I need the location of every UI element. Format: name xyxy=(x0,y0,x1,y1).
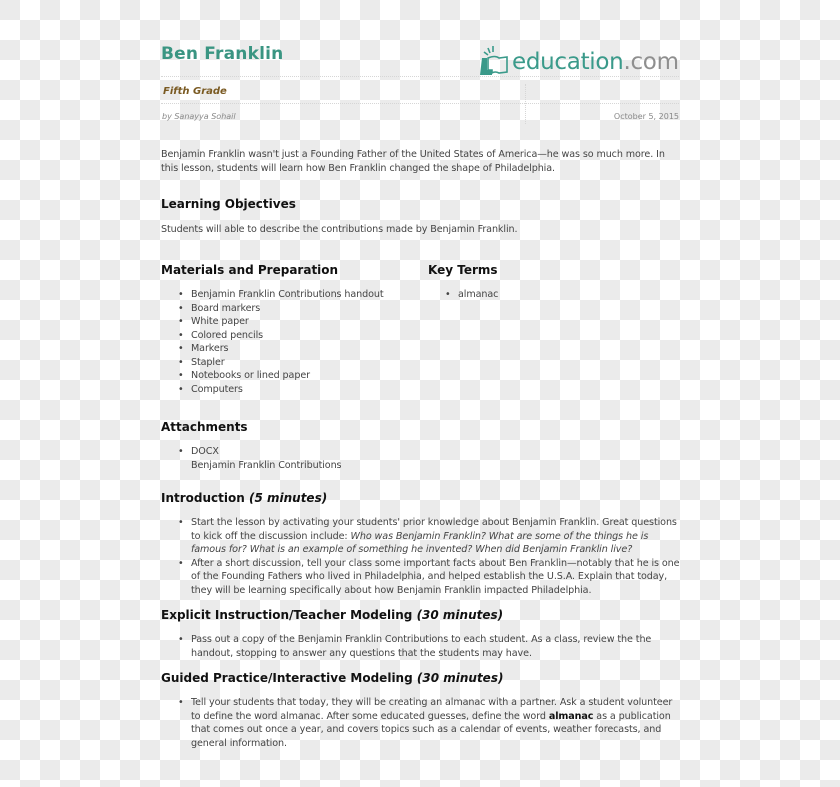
section-heading: Key Terms xyxy=(428,263,498,277)
list-item: • Markers xyxy=(161,342,421,356)
grade-label: Fifth Grade xyxy=(163,86,227,97)
materials-list xyxy=(161,288,421,396)
document-title: Ben Franklin xyxy=(161,44,284,64)
section-explicit-instruction xyxy=(161,608,681,660)
list-item: • Tell your students that today, they will be creating an almanac with a partner. Ask a student volunteer to define the word almanac. After some educated guesses, define the word almanac as a publication that comes out once a year, and covers topics such as a calendar of events, weather forecasts, and general information. xyxy=(161,696,681,750)
section-introduction xyxy=(161,491,681,597)
logo-tld: .com xyxy=(623,49,679,75)
explicit-instruction-list xyxy=(161,633,681,660)
section-key-terms xyxy=(428,263,678,302)
list-item: • Computers xyxy=(161,383,421,397)
section-heading: Guided Practice/Interactive Modeling (30 minutes) xyxy=(161,671,504,685)
divider xyxy=(161,103,679,104)
list-item: • Stapler xyxy=(161,356,421,370)
section-guided-practice xyxy=(161,671,681,750)
section-learning-objectives xyxy=(161,197,517,237)
list-item: • almanac xyxy=(428,288,678,302)
objective-text: Students will able to describe the contributions made by Benjamin Franklin. xyxy=(161,224,518,235)
key-terms-list xyxy=(428,288,678,302)
list-item: • Benjamin Franklin Contributions handout xyxy=(161,288,421,302)
duration: (30 minutes) xyxy=(416,671,504,685)
section-heading: Materials and Preparation xyxy=(161,263,339,277)
list-item: • Colored pencils xyxy=(161,329,421,343)
guided-practice-list xyxy=(161,696,681,750)
list-item: • White paper xyxy=(161,315,421,329)
section-heading: Attachments xyxy=(161,420,248,434)
book-reader-icon xyxy=(479,44,509,76)
section-heading: Learning Objectives xyxy=(161,197,296,211)
duration: (30 minutes) xyxy=(416,608,504,622)
vertical-divider xyxy=(525,84,526,124)
attachment-type: • DOCX xyxy=(191,446,219,457)
discussion-questions: Who was Benjamin Franklin? What are some of the things he is famous for? What is an example of something he invented? When did Benjamin Franklin live? xyxy=(191,530,649,555)
divider xyxy=(161,76,679,77)
attachment-name[interactable]: Benjamin Franklin Contributions xyxy=(191,459,342,471)
key-term-almanac: almanac xyxy=(548,710,594,722)
list-item: • Pass out a copy of the Benjamin Franklin Contributions to each student. As a class, review the the handout, stopping to answer any questions that the students may have. xyxy=(161,633,681,660)
list-item: • Board markers xyxy=(161,302,421,316)
introduction-list xyxy=(161,516,681,597)
section-attachments xyxy=(161,420,561,472)
publish-date: October 5, 2015 xyxy=(613,112,679,121)
list-item: • Start the lesson by activating your students' prior knowledge about Benjamin Franklin. Great questions to kick off the discussion include: Who was Benjamin Franklin? What are some of the things he is famous for? What is an example of something he invented? When did Benjamin Franklin live? xyxy=(161,516,681,557)
section-materials xyxy=(161,263,421,396)
education-com-logo[interactable] xyxy=(479,40,679,76)
duration: (5 minutes) xyxy=(248,491,328,505)
logo-brand: education xyxy=(512,49,624,75)
attachment-item[interactable] xyxy=(161,445,561,472)
list-item: • After a short discussion, tell your class some important facts about Ben Franklin—notably that he is one of the Founding Fathers who lived in Philadelphia, and helped establish the U.S.A. Explain that today, they will be learning specifically about how Benjamin Franklin impacted Philadelphia. xyxy=(161,557,681,598)
logo-wordmark xyxy=(512,48,679,76)
author-byline: by Sanayya Sohail xyxy=(162,112,236,121)
attachments-list xyxy=(161,445,561,472)
list-item: • Notebooks or lined paper xyxy=(161,369,421,383)
section-heading: Explicit Instruction/Teacher Modeling (30 minutes) xyxy=(161,608,504,622)
section-heading: Introduction (5 minutes) xyxy=(161,491,328,505)
intro-paragraph: Benjamin Franklin wasn't just a Founding Father of the United States of America—he was so much more. In this lesson, students will learn how Ben Franklin changed the shape of Philadelphia. xyxy=(161,149,665,174)
